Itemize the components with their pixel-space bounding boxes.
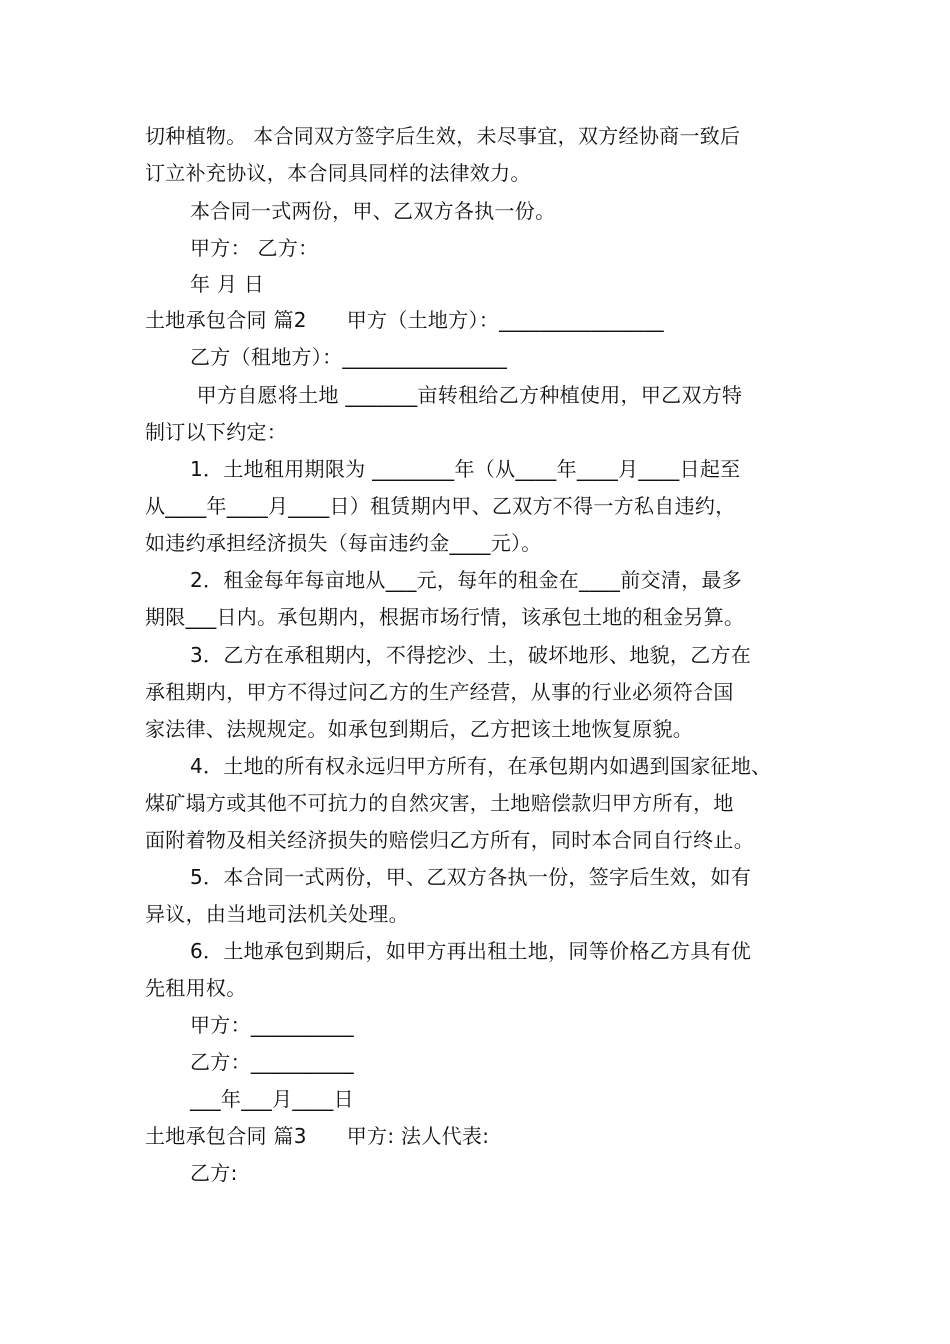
text-line: 乙方: [190,1161,238,1185]
text-line: 制订以下约定： [145,420,288,444]
section-heading-2: 土地承包合同 篇2 甲方（土地方）：________________ [145,308,664,332]
text-line: 切种植物。 本合同双方签字后生效，未尽事宜，双方经协商一致后 [145,124,741,148]
text-line: 本合同一式两份，甲、乙双方各执一份。 [190,199,556,223]
text-line: 从____年____月____日）租赁期内甲、乙双方不得一方私自违约， [145,494,736,518]
clause-1: 1．土地租用期限为 ________年（从____年____月____日起至 [190,457,741,481]
text-line: 年 月 日 [190,272,265,296]
text-line: 乙方（租地方）：________________ [190,345,508,369]
text-line: 承租期内，甲方不得过问乙方的生产经营，从事的行业必须符合国 [145,680,734,704]
section-heading-3: 土地承包合同 篇3 甲方: 法人代表: [145,1124,490,1148]
text-line: 家法律、法规规定。如承包到期后，乙方把该土地恢复原貌。 [145,717,694,741]
clause-3: 3．乙方在承租期内，不得挖沙、土，破坏地形、地貌，乙方在 [190,643,752,667]
clause-6: 6．土地承包到期后，如甲方再出租土地，同等价格乙方具有优 [190,939,752,963]
clause-5: 5．本合同一式两份，甲、乙双方各执一份，签字后生效，如有 [190,865,752,889]
signature-party-b: 乙方：__________ [190,1050,354,1074]
signature-date: ___年___月____日 [190,1087,354,1111]
text-line: 甲方： 乙方： [190,236,319,260]
text-line: 先租用权。 [145,976,247,1000]
text-line: 面附着物及相关经济损失的赔偿归乙方所有，同时本合同自行终止。 [145,828,754,852]
clause-4: 4．土地的所有权永远归甲方所有，在承包期内如遇到国家征地、 [190,754,772,778]
text-line: 异议，由当地司法机关处理。 [145,902,409,926]
text-line: 如违约承担经济损失（每亩违约金____元）。 [145,531,542,555]
signature-party-a: 甲方：__________ [190,1013,354,1037]
text-line: 订立补充协议，本合同具同样的法律效力。 [145,161,531,185]
text-line: 期限___日内。承包期内，根据市场行情，该承包土地的租金另算。 [145,605,745,629]
text-line: 甲方自愿将土地 _______亩转租给乙方种植使用，甲乙双方特 [190,383,743,407]
clause-2: 2．租金每年每亩地从___元，每年的租金在____前交清，最多 [190,568,743,592]
text-line: 煤矿塌方或其他不可抗力的自然灾害，土地赔偿款归甲方所有，地 [145,791,734,815]
